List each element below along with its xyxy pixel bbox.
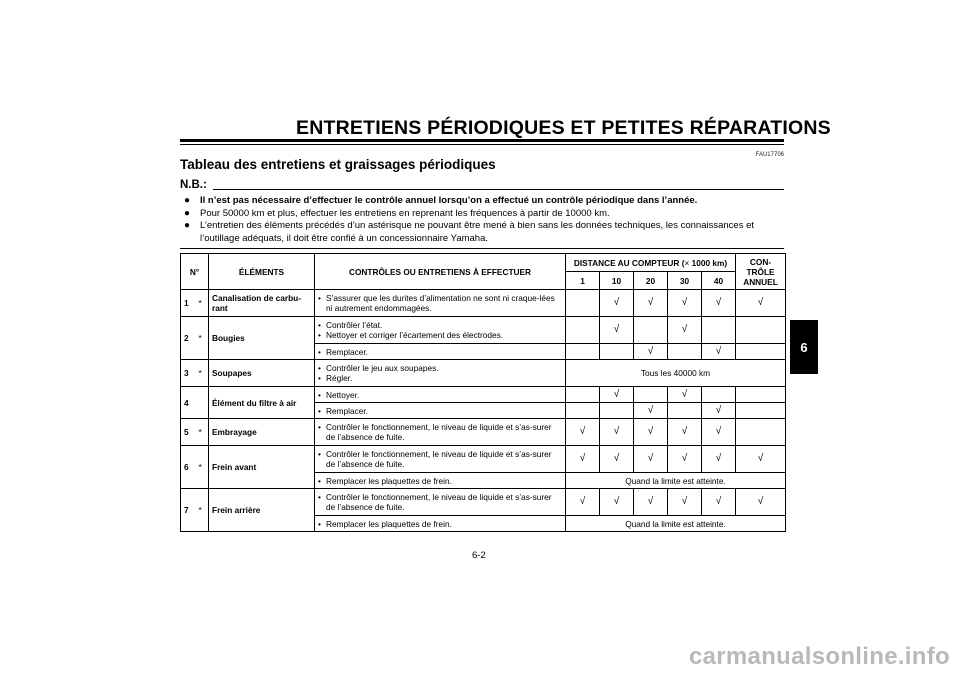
row-control: • Remplacer. <box>315 344 566 360</box>
check-mark: √ <box>634 344 668 360</box>
interval-note: Quand la limite est atteinte. <box>566 516 786 532</box>
check-mark: √ <box>600 317 634 344</box>
nb-label: N.B.: <box>180 179 207 191</box>
section-title: Tableau des entretiens et graissages périodiques <box>180 157 496 172</box>
table-row <box>181 446 786 473</box>
check-mark: √ <box>668 419 702 446</box>
row-number: 5 <box>181 419 199 446</box>
row-control: • Remplacer les plaquettes de frein. <box>315 473 566 489</box>
check-mark: √ <box>702 344 736 360</box>
check-mark: √ <box>634 419 668 446</box>
check-cell <box>736 344 786 360</box>
header-km: 10 <box>600 272 634 290</box>
check-mark: √ <box>634 446 668 473</box>
nb-item: ● Pour 50000 km et plus, effectuer les entretiens en reprenant les fréquences à partir de 10000 km. <box>184 207 610 219</box>
check-mark: √ <box>600 419 634 446</box>
bullet-icon: ● <box>184 207 191 219</box>
nb-item: ● L’entretien des éléments précédés d’un astérisque ne pouvant être mené à bien sans les données techniques, les connaissances et l’outillage adéquats, il doit être confié à un concessionnaire Yamaha. <box>184 220 755 244</box>
row-control: • Remplacer les plaquettes de frein. <box>315 516 566 532</box>
row-element: Bougies <box>209 317 315 360</box>
check-mark: √ <box>600 387 634 403</box>
check-mark: √ <box>702 403 736 419</box>
check-cell <box>566 344 600 360</box>
asterisk-mark: * <box>199 446 209 489</box>
nb-list <box>184 195 784 245</box>
header-distance: DISTANCE AU COMPTEUR (× 1000 km) <box>566 254 736 272</box>
bullet-icon: ● <box>184 195 191 206</box>
check-mark: √ <box>702 419 736 446</box>
header-elements: ÉLÉMENTS <box>209 254 315 290</box>
row-control: • Contrôler le fonctionnement, le niveau de liquide et s’as-surer de l’absence de fuite. <box>315 419 566 446</box>
title-rule <box>180 139 784 142</box>
check-mark: √ <box>600 290 634 317</box>
table-row <box>181 317 786 344</box>
row-number: 1 <box>181 290 199 317</box>
asterisk-mark: * <box>199 317 209 360</box>
check-mark: √ <box>736 489 786 516</box>
interval-note: Quand la limite est atteinte. <box>566 473 786 489</box>
row-control: • Contrôler le fonctionnement, le niveau de liquide et s’as-surer de l’absence de fuite. <box>315 446 566 473</box>
check-cell <box>736 317 786 344</box>
table-row <box>181 419 786 446</box>
check-mark: √ <box>668 317 702 344</box>
maintenance-table <box>180 253 786 532</box>
page-title: ENTRETIENS PÉRIODIQUES ET PETITES RÉPARATIONS <box>296 117 831 139</box>
check-cell <box>736 419 786 446</box>
header-no: N° <box>181 254 209 290</box>
check-mark: √ <box>668 489 702 516</box>
title-rule-thin <box>180 144 784 145</box>
watermark: carmanualsonline.info <box>688 643 950 670</box>
check-mark: √ <box>600 446 634 473</box>
row-control: • Remplacer. <box>315 403 566 419</box>
row-number: 7 <box>181 489 199 532</box>
asterisk-mark: * <box>199 360 209 387</box>
header-km: 1 <box>566 272 600 290</box>
row-number: 4 <box>181 387 199 419</box>
check-mark: √ <box>702 290 736 317</box>
row-element: Élément du filtre à air <box>209 387 315 419</box>
asterisk-mark: * <box>199 290 209 317</box>
check-cell <box>668 344 702 360</box>
check-cell <box>566 317 600 344</box>
check-mark: √ <box>634 403 668 419</box>
check-cell <box>702 387 736 403</box>
row-number: 6 <box>181 446 199 489</box>
check-mark: √ <box>566 446 600 473</box>
asterisk-mark: * <box>199 419 209 446</box>
table-row <box>181 489 786 516</box>
check-cell <box>566 387 600 403</box>
check-mark: √ <box>668 387 702 403</box>
check-mark: √ <box>736 290 786 317</box>
nb-item: ● Il n’est pas nécessaire d’effectuer le contrôle annuel lorsqu’on a effectué un contrôle périodique dans l’année. <box>184 195 698 206</box>
check-mark: √ <box>566 419 600 446</box>
check-mark: √ <box>634 489 668 516</box>
header-km: 40 <box>702 272 736 290</box>
check-cell <box>668 403 702 419</box>
check-cell <box>702 317 736 344</box>
page-number: 6-2 <box>472 550 486 561</box>
row-element: Frein avant <box>209 446 315 489</box>
check-mark: √ <box>566 489 600 516</box>
row-element: Embrayage <box>209 419 315 446</box>
row-control: • Nettoyer. <box>315 387 566 403</box>
header-annual: CON- TRÔLE ANNUEL <box>736 254 786 290</box>
check-mark: √ <box>634 290 668 317</box>
row-element: Soupapes <box>209 360 315 387</box>
row-element: Frein arrière <box>209 489 315 532</box>
check-cell <box>634 317 668 344</box>
interval-note: Tous les 40000 km <box>566 360 786 387</box>
check-mark: √ <box>702 489 736 516</box>
nb-rule <box>213 189 784 190</box>
check-mark: √ <box>600 489 634 516</box>
check-cell <box>634 387 668 403</box>
table-row <box>181 360 786 387</box>
check-cell <box>736 403 786 419</box>
nb-header <box>180 179 784 193</box>
row-element: Canalisation de carbu-rant <box>209 290 315 317</box>
asterisk-mark: * <box>199 489 209 532</box>
row-control: • Contrôler l’état. • Nettoyer et corriger l’écartement des électrodes. <box>315 317 566 344</box>
asterisk-mark <box>199 387 209 419</box>
header-km: 20 <box>634 272 668 290</box>
table-row <box>181 290 786 317</box>
row-number: 3 <box>181 360 199 387</box>
check-mark: √ <box>668 290 702 317</box>
check-cell <box>600 344 634 360</box>
check-cell <box>600 403 634 419</box>
chapter-tab: 6 <box>790 320 818 374</box>
check-mark: √ <box>702 446 736 473</box>
check-cell <box>566 403 600 419</box>
check-mark: √ <box>668 446 702 473</box>
check-mark: √ <box>736 446 786 473</box>
header-km: 30 <box>668 272 702 290</box>
row-number: 2 <box>181 317 199 360</box>
row-control: • Contrôler le jeu aux soupapes. • Régler. <box>315 360 566 387</box>
bullet-icon: ● <box>184 220 191 232</box>
reference-code: FAU17706 <box>755 152 784 158</box>
table-row <box>181 387 786 403</box>
row-control: • S’assurer que les durites d’alimentation ne sont ni craque-lées ni autrement endommagées. <box>315 290 566 317</box>
check-cell <box>566 290 600 317</box>
check-cell <box>736 387 786 403</box>
nb-end-rule <box>180 248 784 249</box>
row-control: • Contrôler le fonctionnement, le niveau de liquide et s’as-surer de l’absence de fuite. <box>315 489 566 516</box>
header-controls: CONTRÔLES OU ENTRETIENS À EFFECTUER <box>315 254 566 290</box>
